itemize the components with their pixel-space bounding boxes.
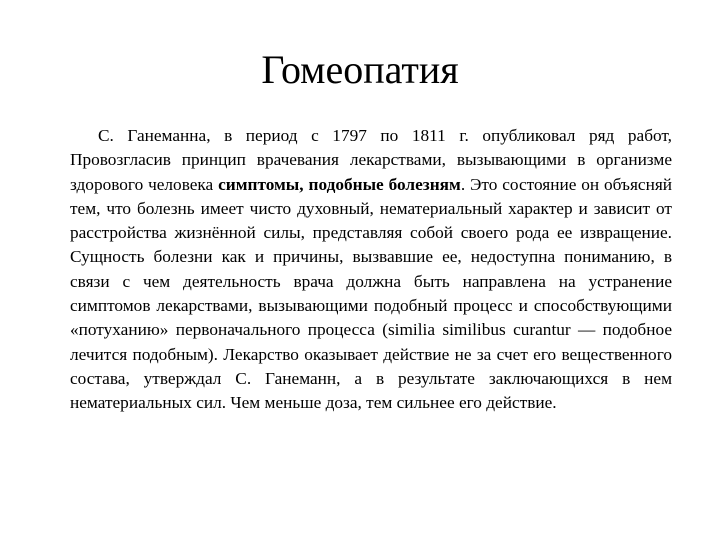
body-paragraph	[70, 124, 672, 416]
paragraph-text-part-2: . Это состояние он объясняй тем, что болезнь имеет чисто духовный, нематериальный характер и зависит от расстройства жизнённой силы, представляя собой своего рода ее извращение. Сущность болезни как и причины, вызвавшие ее, недоступна пониманию, в связи с чем деятельность врача должна быть направлена на устранение симптомов лекарствами, вызывающими подобный процесс и способствующими «потуханию» первоначального процесса (similia similibus curantur — подобное лечится подобным). Лекарство оказывает действие не за счет его вещественного состава, утверждал С. Ганеманн, а в результате заключающихся в нем нематериальных сил. Чем меньше доза, тем сильнее его действие.	[70, 174, 673, 413]
slide-title: Гомеопатия	[261, 47, 459, 92]
paragraph-emphasis: симптомы, подобные болезням	[218, 174, 461, 194]
paragraph-text-part-1: С. Ганеманна, в период с 1797 по 1811 г. опубликовал ряд работ, Провозгласив принцип врачевания лекарствами, вызывающими в организме здорового человека	[70, 126, 672, 194]
